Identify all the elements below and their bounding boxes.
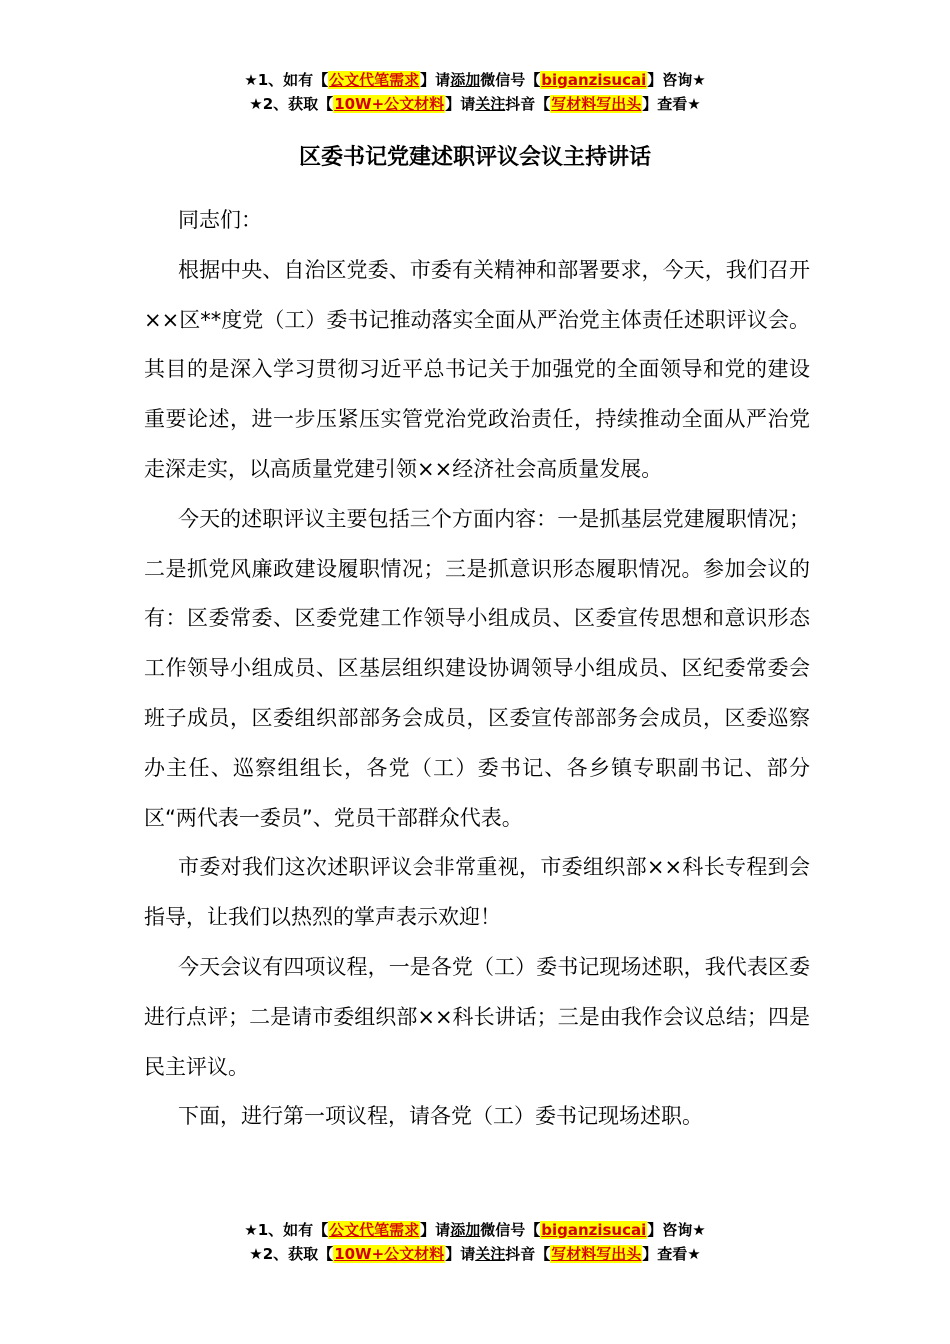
banner-highlight: biganzisucai: [541, 1221, 647, 1239]
banner-text: 】查看★: [642, 1245, 701, 1263]
banner-highlight: 公文代笔需求: [329, 1221, 420, 1239]
banner-text: 抖音【: [505, 95, 551, 113]
banner-text: 】请: [420, 1221, 451, 1239]
banner-emphasis: 关注: [475, 1245, 506, 1263]
paragraph-salutation: 同志们：: [178, 208, 262, 232]
banner-text: ★2、获取【: [249, 1245, 334, 1263]
paragraph: 下面，进行第一项议程，请各党（工）委书记现场述职。: [178, 1104, 703, 1129]
banner-text: 】查看★: [642, 95, 701, 113]
banner-line-1: [0, 68, 950, 92]
paragraph: 今天会议有四项议程，一是各党（工）委书记现场述职，我代表区委进行点评；二是请市委组织部××科长讲话；三是由我作会议总结；四是民主评议。: [144, 954, 810, 1079]
banner-highlight: 10W+公文材料: [334, 95, 445, 113]
banner-text: 微信号【: [480, 1221, 541, 1239]
banner-emphasis: 添加: [450, 71, 481, 89]
banner-text: 】咨询★: [647, 1221, 706, 1239]
paragraph: 今天的述职评议主要包括三个方面内容：一是抓基层党建履职情况；二是抓党风廉政建设履职情况；三是抓意识形态履职情况。参加会议的有：区委常委、区委党建工作领导小组成员、区委宣传思想和意识形态工作领导小组成员、区基层组织建设协调领导小组成员、区纪委常委会班子成员，区委组织部部务会成员，区委宣传部部务会成员，区委巡察办主任、巡察组组长，各党（工）委书记、各乡镇专职副书记、部分区“两代表一委员”、党员干部群众代表。: [144, 506, 810, 830]
banner-emphasis: 关注: [475, 95, 506, 113]
banner-text: 微信号【: [480, 71, 541, 89]
banner-text: 抖音【: [505, 1245, 551, 1263]
footer-banner: [0, 1218, 950, 1266]
banner-highlight: 公文代笔需求: [329, 71, 420, 89]
banner-text: 】请: [445, 95, 476, 113]
banner-line-2: [0, 92, 950, 116]
banner-text: ★1、如有【: [244, 1221, 329, 1239]
banner-emphasis: 添加: [450, 1221, 481, 1239]
banner-highlight: 写材料写出头: [551, 95, 642, 113]
paragraph: 市委对我们这次述职评议会非常重视，市委组织部××科长专程到会指导，让我们以热烈的掌声表示欢迎！: [144, 855, 810, 930]
banner-text: 】咨询★: [647, 71, 706, 89]
banner-highlight: biganzisucai: [541, 71, 647, 89]
banner-line-1: [0, 1218, 950, 1242]
header-banner: [0, 68, 950, 116]
banner-text: 】请: [445, 1245, 476, 1263]
banner-highlight: 写材料写出头: [551, 1245, 642, 1263]
paragraph: 根据中央、自治区党委、市委有关精神和部署要求，今天，我们召开××区**度党（工）委书记推动落实全面从严治党主体责任述职评议会。其目的是深入学习贯彻习近平总书记关于加强党的全面领导和党的建设重要论述，进一步压紧压实管党治党政治责任，持续推动全面从严治党走深走实，以高质量党建引领××经济社会高质量发展。: [144, 257, 810, 481]
banner-text: ★1、如有【: [244, 71, 329, 89]
banner-highlight: 10W+公文材料: [334, 1245, 445, 1263]
document-title: 区委书记党建述职评议会议主持讲话: [298, 145, 651, 170]
document-body: [144, 196, 810, 1142]
banner-text: ★2、获取【: [249, 95, 334, 113]
banner-line-2: [0, 1242, 950, 1266]
banner-text: 】请: [420, 71, 451, 89]
